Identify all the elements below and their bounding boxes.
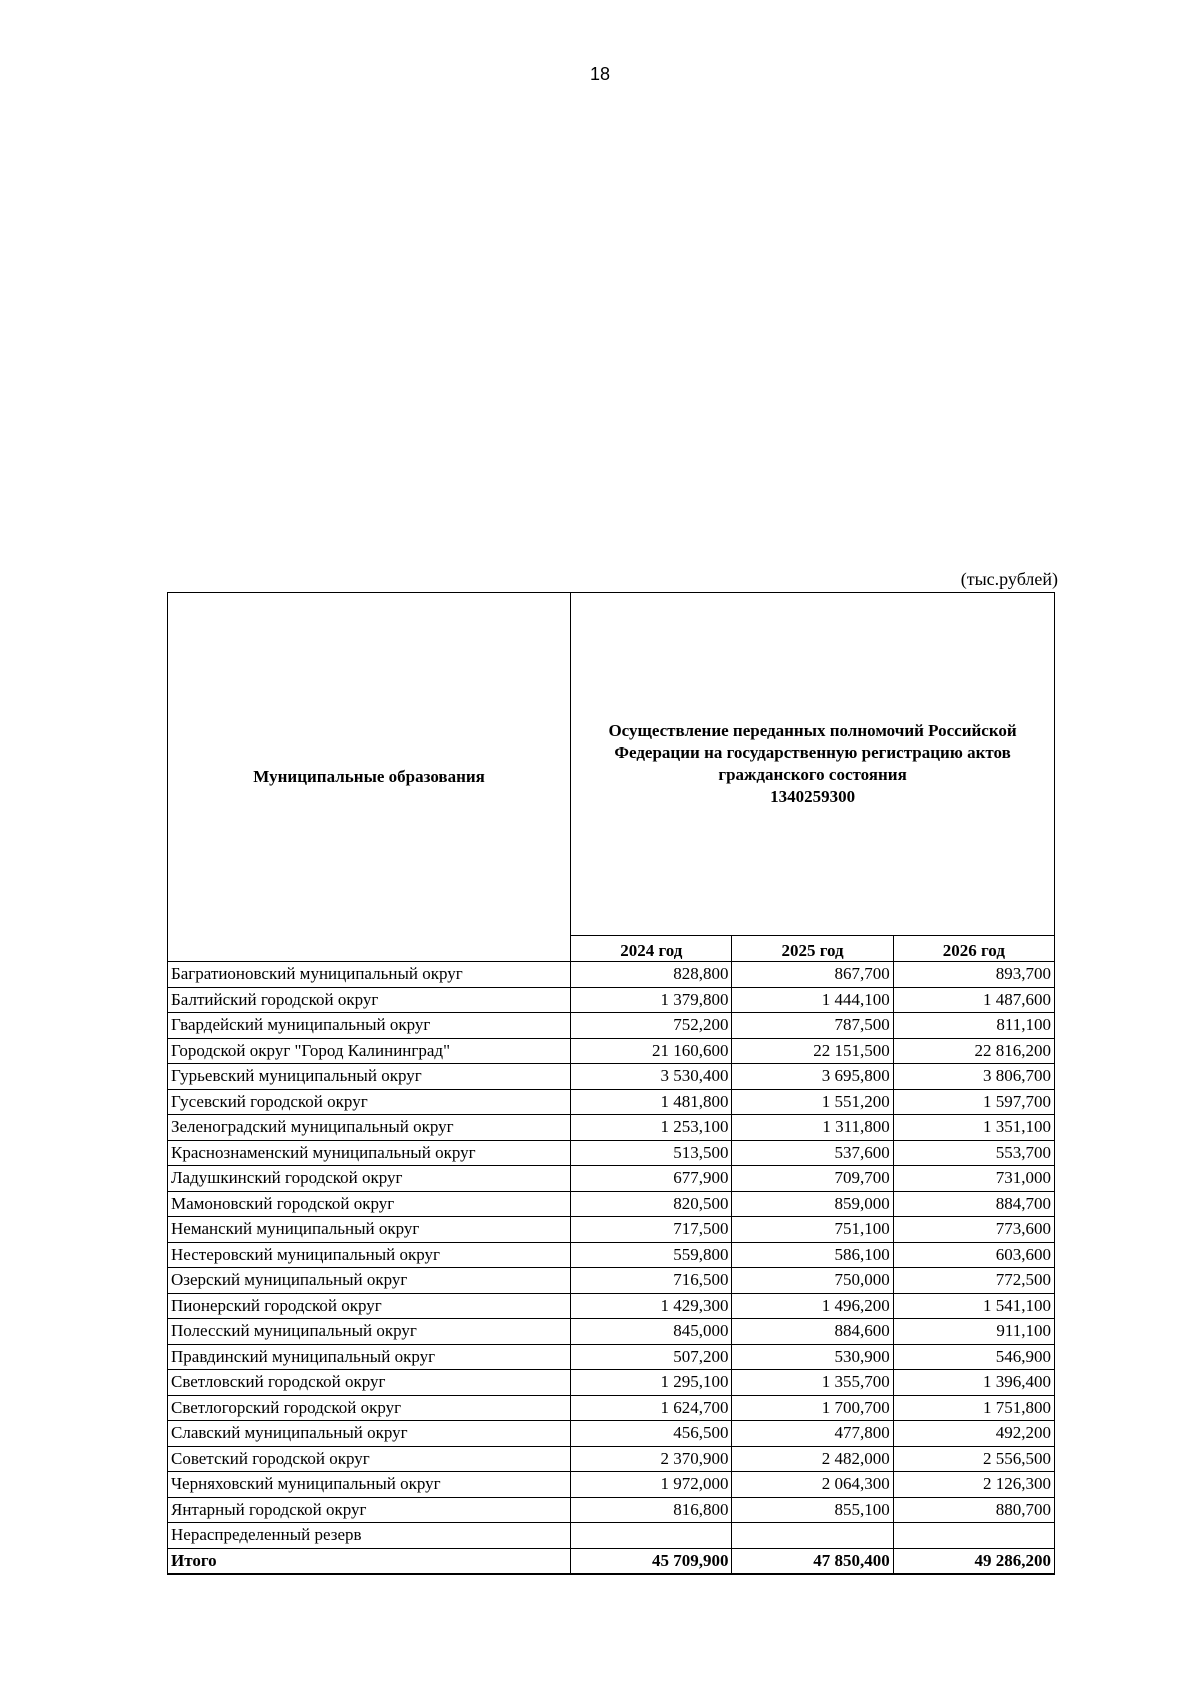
row-value-2026: 1 487,600 bbox=[893, 987, 1054, 1013]
header-budget-code: 1340259300 bbox=[770, 787, 856, 806]
row-value-2024: 1 253,100 bbox=[571, 1115, 732, 1141]
row-value-2026: 893,700 bbox=[893, 962, 1054, 988]
row-value-2026: 811,100 bbox=[893, 1013, 1054, 1039]
header-line-3: гражданского состояния bbox=[718, 765, 907, 784]
page-number: 18 bbox=[589, 64, 611, 84]
row-name: Пионерский городской округ bbox=[168, 1293, 571, 1319]
table-row bbox=[168, 1497, 1055, 1523]
table-row bbox=[168, 1395, 1055, 1421]
row-value-2026: 1 351,100 bbox=[893, 1115, 1054, 1141]
row-value-2025: 2 064,300 bbox=[732, 1472, 893, 1498]
row-value-2026: 492,200 bbox=[893, 1421, 1054, 1447]
row-value-2025: 1 700,700 bbox=[732, 1395, 893, 1421]
row-value-2024: 1 429,300 bbox=[571, 1293, 732, 1319]
row-value-2024: 1 481,800 bbox=[571, 1089, 732, 1115]
header-year-2024: 2024 год bbox=[571, 936, 732, 962]
table-row bbox=[168, 1038, 1055, 1064]
row-value-2024: 559,800 bbox=[571, 1242, 732, 1268]
row-value-2024: 820,500 bbox=[571, 1191, 732, 1217]
table-body bbox=[168, 962, 1055, 1549]
row-value-2025: 22 151,500 bbox=[732, 1038, 893, 1064]
table-row bbox=[168, 1166, 1055, 1192]
row-name: Светлогорский городской округ bbox=[168, 1395, 571, 1421]
row-value-2026: 773,600 bbox=[893, 1217, 1054, 1243]
row-value-2024 bbox=[571, 1523, 732, 1549]
total-2024: 45 709,900 bbox=[571, 1548, 732, 1574]
header-funding-purpose bbox=[571, 593, 1055, 936]
table-row bbox=[168, 1319, 1055, 1345]
row-value-2024: 828,800 bbox=[571, 962, 732, 988]
row-value-2026: 1 597,700 bbox=[893, 1089, 1054, 1115]
row-name: Правдинский муниципальный округ bbox=[168, 1344, 571, 1370]
row-value-2024: 513,500 bbox=[571, 1140, 732, 1166]
row-value-2024: 816,800 bbox=[571, 1497, 732, 1523]
row-value-2025: 586,100 bbox=[732, 1242, 893, 1268]
table-row bbox=[168, 1115, 1055, 1141]
row-name: Ладушкинский городской округ bbox=[168, 1166, 571, 1192]
row-name: Светловский городской округ bbox=[168, 1370, 571, 1396]
header-line-2: Федерации на государственную регистрацию актов bbox=[614, 743, 1011, 762]
row-value-2025: 867,700 bbox=[732, 962, 893, 988]
units-label: (тыс.рублей) bbox=[960, 569, 1058, 589]
row-value-2025: 1 311,800 bbox=[732, 1115, 893, 1141]
row-value-2025: 750,000 bbox=[732, 1268, 893, 1294]
row-value-2025: 709,700 bbox=[732, 1166, 893, 1192]
row-value-2025 bbox=[732, 1523, 893, 1549]
table-row bbox=[168, 987, 1055, 1013]
row-name: Гурьевский муниципальный округ bbox=[168, 1064, 571, 1090]
row-value-2024: 677,900 bbox=[571, 1166, 732, 1192]
table-row bbox=[168, 1217, 1055, 1243]
table-row bbox=[168, 1293, 1055, 1319]
row-value-2026: 553,700 bbox=[893, 1140, 1054, 1166]
row-name: Зеленоградский муниципальный округ bbox=[168, 1115, 571, 1141]
row-value-2025: 537,600 bbox=[732, 1140, 893, 1166]
row-value-2026: 772,500 bbox=[893, 1268, 1054, 1294]
header-year-2025: 2025 год bbox=[732, 936, 893, 962]
row-value-2025: 855,100 bbox=[732, 1497, 893, 1523]
table-row bbox=[168, 1344, 1055, 1370]
row-name: Городской округ "Город Калининград" bbox=[168, 1038, 571, 1064]
table-row bbox=[168, 1472, 1055, 1498]
row-value-2026: 1 751,800 bbox=[893, 1395, 1054, 1421]
row-value-2026: 546,900 bbox=[893, 1344, 1054, 1370]
row-value-2026: 911,100 bbox=[893, 1319, 1054, 1345]
total-2025: 47 850,400 bbox=[732, 1548, 893, 1574]
table-row bbox=[168, 1140, 1055, 1166]
table-row bbox=[168, 1370, 1055, 1396]
row-value-2026: 2 126,300 bbox=[893, 1472, 1054, 1498]
header-year-2026: 2026 год bbox=[893, 936, 1054, 962]
row-value-2025: 1 355,700 bbox=[732, 1370, 893, 1396]
row-name: Гвардейский муниципальный округ bbox=[168, 1013, 571, 1039]
row-value-2024: 1 295,100 bbox=[571, 1370, 732, 1396]
row-value-2024: 1 379,800 bbox=[571, 987, 732, 1013]
table-row bbox=[168, 1191, 1055, 1217]
table-row bbox=[168, 1446, 1055, 1472]
row-value-2025: 787,500 bbox=[732, 1013, 893, 1039]
total-row bbox=[168, 1548, 1055, 1574]
row-value-2024: 845,000 bbox=[571, 1319, 732, 1345]
row-value-2026: 603,600 bbox=[893, 1242, 1054, 1268]
row-value-2025: 751,100 bbox=[732, 1217, 893, 1243]
row-value-2026 bbox=[893, 1523, 1054, 1549]
row-value-2025: 859,000 bbox=[732, 1191, 893, 1217]
row-value-2025: 1 496,200 bbox=[732, 1293, 893, 1319]
row-value-2024: 21 160,600 bbox=[571, 1038, 732, 1064]
total-label: Итого bbox=[168, 1548, 571, 1574]
row-value-2024: 3 530,400 bbox=[571, 1064, 732, 1090]
table-row bbox=[168, 962, 1055, 988]
row-value-2026: 880,700 bbox=[893, 1497, 1054, 1523]
row-value-2025: 477,800 bbox=[732, 1421, 893, 1447]
table-row bbox=[168, 1523, 1055, 1549]
row-value-2024: 507,200 bbox=[571, 1344, 732, 1370]
row-value-2025: 884,600 bbox=[732, 1319, 893, 1345]
row-value-2025: 3 695,800 bbox=[732, 1064, 893, 1090]
row-value-2024: 716,500 bbox=[571, 1268, 732, 1294]
row-value-2026: 1 396,400 bbox=[893, 1370, 1054, 1396]
row-value-2024: 717,500 bbox=[571, 1217, 732, 1243]
row-value-2025: 1 444,100 bbox=[732, 987, 893, 1013]
row-name: Гусевский городской округ bbox=[168, 1089, 571, 1115]
row-name: Неманский муниципальный округ bbox=[168, 1217, 571, 1243]
row-name: Нестеровский муниципальный округ bbox=[168, 1242, 571, 1268]
row-value-2024: 1 972,000 bbox=[571, 1472, 732, 1498]
row-name: Багратионовский муниципальный округ bbox=[168, 962, 571, 988]
row-value-2024: 752,200 bbox=[571, 1013, 732, 1039]
table-row bbox=[168, 1089, 1055, 1115]
row-name: Краснознаменский муниципальный округ bbox=[168, 1140, 571, 1166]
row-value-2024: 2 370,900 bbox=[571, 1446, 732, 1472]
row-value-2024: 456,500 bbox=[571, 1421, 732, 1447]
row-value-2025: 530,900 bbox=[732, 1344, 893, 1370]
budget-table bbox=[167, 592, 1055, 1575]
table-row bbox=[168, 1013, 1055, 1039]
row-value-2026: 1 541,100 bbox=[893, 1293, 1054, 1319]
row-value-2026: 2 556,500 bbox=[893, 1446, 1054, 1472]
row-name: Балтийский городской округ bbox=[168, 987, 571, 1013]
row-value-2026: 3 806,700 bbox=[893, 1064, 1054, 1090]
row-name: Мамоновский городской округ bbox=[168, 1191, 571, 1217]
row-name: Озерский муниципальный округ bbox=[168, 1268, 571, 1294]
table-row bbox=[168, 1064, 1055, 1090]
table-row bbox=[168, 1242, 1055, 1268]
row-name: Славский муниципальный округ bbox=[168, 1421, 571, 1447]
header-municipalities: Муниципальные образования bbox=[168, 593, 571, 962]
row-name: Черняховский муниципальный округ bbox=[168, 1472, 571, 1498]
row-value-2026: 22 816,200 bbox=[893, 1038, 1054, 1064]
total-2026: 49 286,200 bbox=[893, 1548, 1054, 1574]
row-name: Янтарный городской округ bbox=[168, 1497, 571, 1523]
row-value-2026: 731,000 bbox=[893, 1166, 1054, 1192]
table-row bbox=[168, 1268, 1055, 1294]
row-name: Советский городской округ bbox=[168, 1446, 571, 1472]
table-row bbox=[168, 1421, 1055, 1447]
row-name: Нераспределенный резерв bbox=[168, 1523, 571, 1549]
row-value-2024: 1 624,700 bbox=[571, 1395, 732, 1421]
header-line-1: Осуществление переданных полномочий Российской bbox=[608, 721, 1017, 740]
row-value-2025: 1 551,200 bbox=[732, 1089, 893, 1115]
row-value-2025: 2 482,000 bbox=[732, 1446, 893, 1472]
row-name: Полесский муниципальный округ bbox=[168, 1319, 571, 1345]
row-value-2026: 884,700 bbox=[893, 1191, 1054, 1217]
